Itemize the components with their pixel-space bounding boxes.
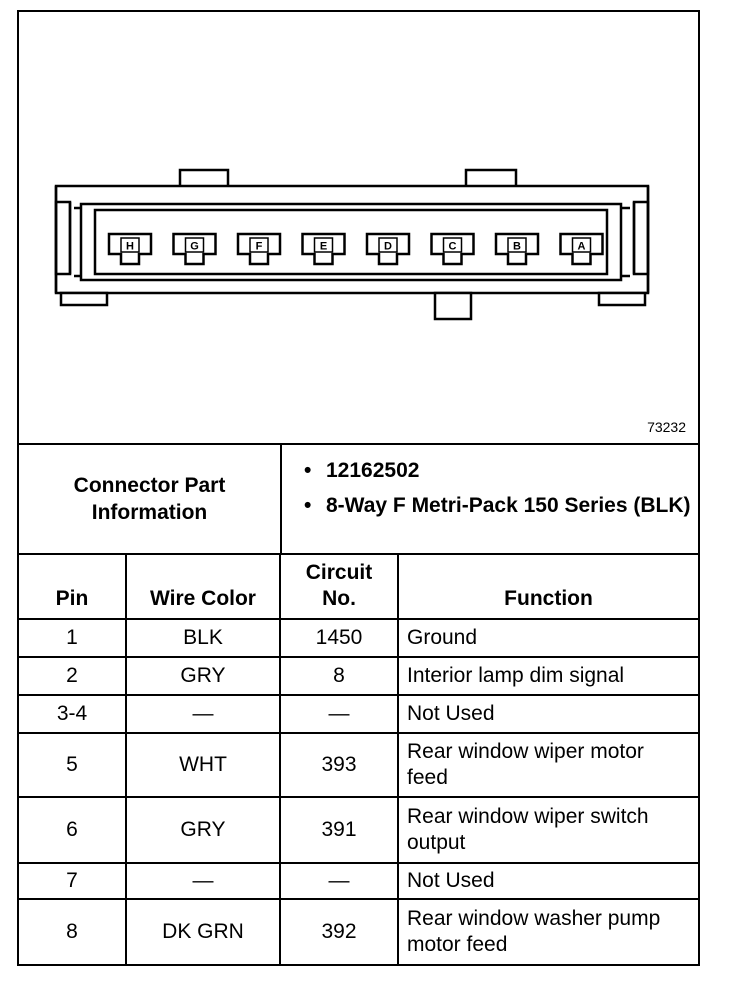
header-circuit bbox=[280, 553, 398, 619]
wire-color-cell: GRY bbox=[126, 657, 280, 695]
table-row bbox=[19, 797, 698, 863]
function-cell: Rear window wiper switch output bbox=[398, 797, 698, 863]
circuit-cell: 393 bbox=[280, 733, 398, 797]
function-cell: Not Used bbox=[398, 863, 698, 899]
function-cell: Rear window washer pump motor feed bbox=[398, 899, 698, 964]
function-cell: Interior lamp dim signal bbox=[398, 657, 698, 695]
connector-sheet bbox=[17, 10, 700, 966]
table-header-row bbox=[19, 553, 698, 619]
pin-cell: 2 bbox=[19, 657, 126, 695]
circuit-cell: 8 bbox=[280, 657, 398, 695]
info-label: Connector Part Information bbox=[19, 445, 282, 553]
function-cell: Ground bbox=[398, 619, 698, 657]
table-row bbox=[19, 863, 698, 899]
info-list bbox=[282, 445, 698, 519]
pin-cell: 8 bbox=[19, 899, 126, 964]
pin-cell: 3-4 bbox=[19, 695, 126, 733]
header-circuit-label: Circuit No. bbox=[305, 561, 373, 610]
table-row bbox=[19, 899, 698, 964]
wire-color-cell: WHT bbox=[126, 733, 280, 797]
wire-color-cell: BLK bbox=[126, 619, 280, 657]
info-values bbox=[282, 445, 698, 553]
circuit-cell: — bbox=[280, 863, 398, 899]
header-function: Function bbox=[398, 553, 698, 619]
pin-letter: C bbox=[448, 240, 457, 253]
wire-color-cell: — bbox=[126, 863, 280, 899]
figure-number: 73232 bbox=[647, 419, 686, 435]
circuit-cell: 392 bbox=[280, 899, 398, 964]
circuit-cell: — bbox=[280, 695, 398, 733]
pin-letter: B bbox=[513, 240, 521, 253]
pin-letter: D bbox=[384, 240, 392, 253]
header-wire-color: Wire Color bbox=[126, 553, 280, 619]
pin-cell: 5 bbox=[19, 733, 126, 797]
table-row bbox=[19, 695, 698, 733]
connector-diagram bbox=[19, 12, 698, 445]
wire-color-cell: — bbox=[126, 695, 280, 733]
pin-cell: 7 bbox=[19, 863, 126, 899]
header-pin: Pin bbox=[19, 553, 126, 619]
pin-cell: 1 bbox=[19, 619, 126, 657]
table-row bbox=[19, 733, 698, 797]
pin-letter: G bbox=[190, 240, 199, 253]
pin-letter: F bbox=[255, 240, 263, 253]
function-cell: Not Used bbox=[398, 695, 698, 733]
pin-letter: H bbox=[126, 240, 134, 253]
circuit-cell: 391 bbox=[280, 797, 398, 863]
circuit-cell: 1450 bbox=[280, 619, 398, 657]
function-cell: Rear window wiper motor feed bbox=[398, 733, 698, 797]
pin-letter: A bbox=[577, 240, 586, 253]
table-row bbox=[19, 657, 698, 695]
wire-color-cell: GRY bbox=[126, 797, 280, 863]
part-number: • 12162502 bbox=[326, 457, 698, 484]
table-row bbox=[19, 619, 698, 657]
pin-cell: 6 bbox=[19, 797, 126, 863]
pinout-table bbox=[19, 553, 698, 964]
wire-color-cell: DK GRN bbox=[126, 899, 280, 964]
connector-drawing bbox=[19, 12, 698, 443]
connector-type: • 8-Way F Metri-Pack 150 Series (BLK) bbox=[326, 492, 698, 519]
connector-part-info bbox=[19, 445, 698, 555]
pin-letter: E bbox=[319, 240, 328, 253]
